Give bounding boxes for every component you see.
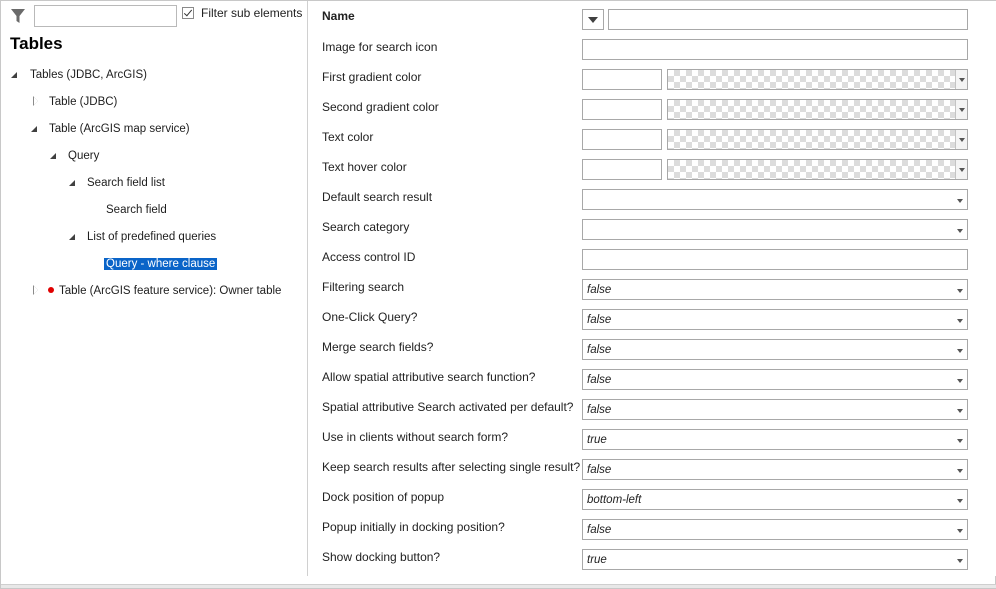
chevron-down-icon [957, 529, 963, 533]
text-hover-color-input[interactable] [582, 159, 662, 180]
dropdown-value: false [587, 524, 612, 536]
chevron-down-icon [957, 409, 963, 413]
chevron-down-icon [957, 229, 963, 233]
prop-label-allow-spatial: Allow spatial attributive search function? [322, 370, 536, 384]
popup-docking-dropdown[interactable] [582, 519, 968, 540]
prop-label-access-control-id: Access control ID [322, 250, 416, 264]
filtering-search-dropdown[interactable] [582, 279, 968, 300]
dock-position-dropdown[interactable] [582, 489, 968, 510]
prop-label-image-for-search-icon: Image for search icon [322, 40, 438, 54]
tree-item-label: Search field list [87, 177, 165, 189]
chevron-down-icon [957, 559, 963, 563]
dropdown-value: false [587, 314, 612, 326]
chevron-down-icon [957, 379, 963, 383]
tree-item-label: Table (ArcGIS map service) [49, 123, 190, 135]
tree-item-label: Table (ArcGIS feature service): Owner table [59, 285, 282, 297]
prop-label-name: Name [322, 9, 355, 23]
prop-label-one-click-query: One-Click Query? [322, 310, 418, 324]
dropdown-value: true [587, 434, 607, 446]
image-for-search-icon-input[interactable] [582, 39, 968, 60]
prop-label-second-gradient-color: Second gradient color [322, 100, 439, 114]
keep-results-dropdown[interactable] [582, 459, 968, 480]
tree-title: Tables [10, 34, 63, 53]
text-color-input[interactable] [582, 129, 662, 150]
access-control-id-input[interactable] [582, 249, 968, 270]
chevron-down-icon [957, 199, 963, 203]
first-gradient-color-input[interactable] [582, 69, 662, 90]
dropdown-value: false [587, 344, 612, 356]
filter-sub-elements-label: Filter sub elements [201, 6, 303, 20]
prop-label-search-category: Search category [322, 220, 410, 234]
tree-item-label: Table (JDBC) [49, 96, 118, 108]
dropdown-value: false [587, 284, 612, 296]
tree-item-label: Search field [106, 204, 167, 216]
tree-item-query-where-clause[interactable] [104, 255, 217, 273]
second-gradient-color-picker[interactable] [667, 99, 968, 120]
default-search-result-dropdown[interactable] [582, 189, 968, 210]
dropdown-value: false [587, 374, 612, 386]
chevron-down-icon [957, 499, 963, 503]
merge-search-fields-dropdown[interactable] [582, 339, 968, 360]
expand-triangle-icon[interactable] [11, 72, 19, 80]
tree-item-label: Query [68, 150, 100, 162]
collapse-triangle-icon[interactable] [33, 287, 41, 295]
collapse-triangle-icon[interactable] [33, 98, 41, 106]
prop-label-use-in-clients: Use in clients without search form? [322, 430, 509, 444]
tree-item-label: Query - where clause [106, 258, 216, 270]
chevron-down-icon [957, 439, 963, 443]
tree-item-label: Tables (JDBC, ArcGIS) [30, 69, 147, 81]
properties-panel [308, 1, 996, 576]
prop-label-show-docking-button: Show docking button? [322, 550, 441, 564]
prop-label-merge-search-fields: Merge search fields? [322, 340, 434, 354]
chevron-down-icon[interactable] [955, 130, 967, 149]
prop-label-keep-results: Keep search results after selecting single result? [322, 460, 581, 474]
text-color-picker[interactable] [667, 129, 968, 150]
dropdown-value: bottom-left [587, 494, 642, 506]
vertical-scrollbar[interactable] [981, 1, 996, 576]
expand-triangle-icon[interactable] [50, 153, 58, 161]
prop-label-popup-docking: Popup initially in docking position? [322, 520, 505, 534]
spatial-activated-dropdown[interactable] [582, 399, 968, 420]
chevron-down-icon[interactable] [955, 160, 967, 179]
filter-sub-elements-checkbox[interactable] [182, 7, 194, 19]
prop-label-first-gradient-color: First gradient color [322, 70, 422, 84]
filter-input[interactable] [34, 5, 177, 27]
name-input[interactable] [608, 9, 968, 30]
filter-icon[interactable] [10, 7, 26, 25]
dropdown-value: false [587, 464, 612, 476]
chevron-down-icon [957, 319, 963, 323]
expand-triangle-icon[interactable] [69, 180, 77, 188]
chevron-down-icon [957, 349, 963, 353]
dropdown-value: true [587, 554, 607, 566]
horizontal-scrollbar[interactable] [1, 584, 996, 588]
chevron-down-icon [957, 469, 963, 473]
tree-panel [1, 1, 308, 576]
prop-label-text-color: Text color [322, 130, 374, 144]
dropdown-value: false [587, 404, 612, 416]
tree-item-label: List of predefined queries [87, 231, 217, 243]
search-category-dropdown[interactable] [582, 219, 968, 240]
text-hover-color-picker[interactable] [667, 159, 968, 180]
prop-label-filtering-search: Filtering search [322, 280, 405, 294]
show-docking-button-dropdown[interactable] [582, 549, 968, 570]
chevron-down-icon [957, 289, 963, 293]
one-click-query-dropdown[interactable] [582, 309, 968, 330]
tree-item-search-field[interactable] [106, 200, 167, 220]
name-language-dropdown-button[interactable] [582, 9, 604, 30]
prop-label-text-hover-color: Text hover color [322, 160, 407, 174]
prop-label-default-search-result: Default search result [322, 190, 433, 204]
first-gradient-color-picker[interactable] [667, 69, 968, 90]
second-gradient-color-input[interactable] [582, 99, 662, 120]
expand-triangle-icon[interactable] [69, 234, 77, 242]
allow-spatial-dropdown[interactable] [582, 369, 968, 390]
prop-label-spatial-activated: Spatial attributive Search activated per default? [322, 400, 574, 414]
use-in-clients-dropdown[interactable] [582, 429, 968, 450]
chevron-down-icon[interactable] [955, 70, 967, 89]
chevron-down-icon[interactable] [955, 100, 967, 119]
prop-label-dock-position: Dock position of popup [322, 490, 445, 504]
error-dot-icon [48, 287, 54, 293]
expand-triangle-icon[interactable] [31, 126, 39, 134]
